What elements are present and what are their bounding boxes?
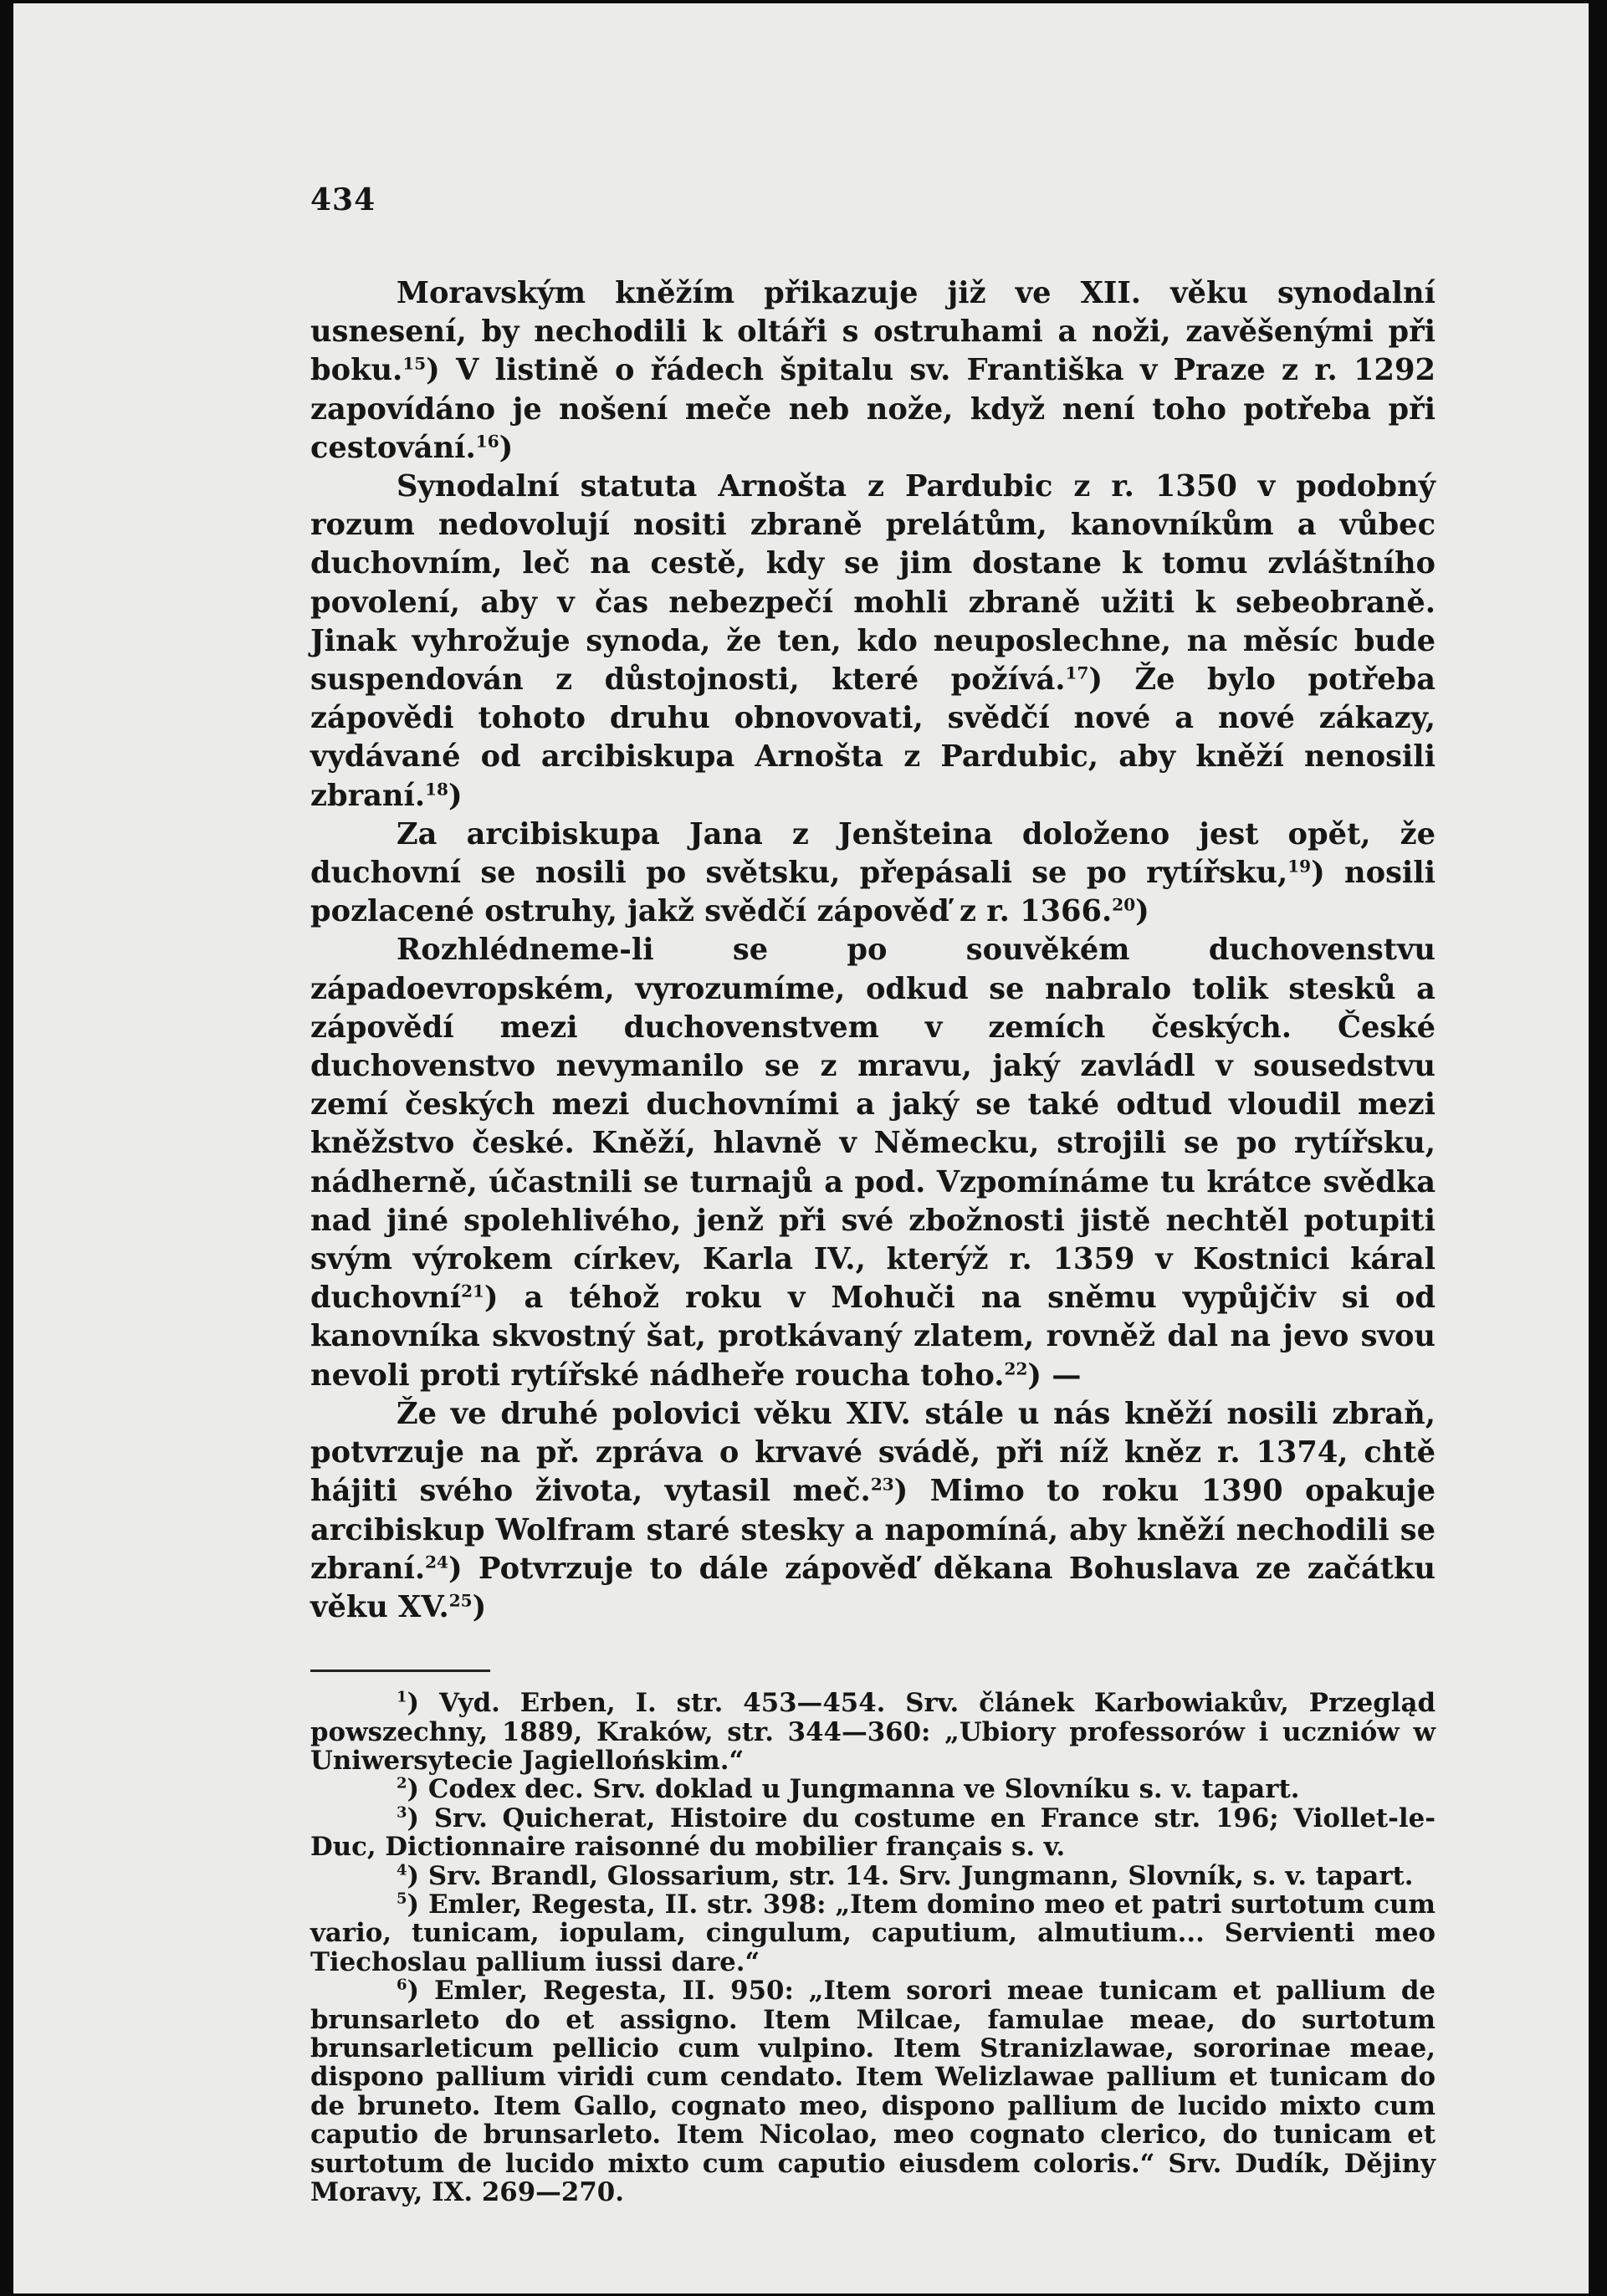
footnote-marker: 20 (1112, 894, 1136, 915)
footnote (310, 1862, 1436, 1890)
footnote (310, 1689, 1436, 1775)
paragraph (310, 1395, 1436, 1627)
footnote-marker: 6 (397, 1976, 407, 1994)
footnote-marker: 18 (425, 778, 448, 799)
footnote-marker: 1 (397, 1688, 407, 1706)
page-number: 434 (310, 182, 376, 217)
text-run: Moravským kněžím přikazuje již ve XII. věku synodalní usnesení, by nechodili k oltáři s ostruhami a noži, zavěšenými při boku. (310, 276, 1436, 388)
text-run: ) (448, 778, 463, 813)
text-run: Že ve druhé polovici věku XIV. stále u nás kněží nosili zbraň, potvrzuje na př. zpráva o krvavé svádě, při níž kněz r. 1374, chtě hájiti svého života, vytasil meč. (310, 1396, 1436, 1509)
paragraph (310, 274, 1436, 468)
footnote-marker: 22 (1004, 1358, 1028, 1378)
paragraph (310, 468, 1436, 816)
footnote-marker: 5 (397, 1889, 407, 1908)
text-run: ) V listině o řádech špitalu sv. Františka v Praze z r. 1292 zapovídáno je nošení meče neb nože, když není toho potřeba při cestování. (310, 353, 1436, 465)
footnote-marker: 4 (397, 1861, 407, 1879)
document-page (13, 3, 1589, 2293)
text-run: ) (499, 430, 514, 465)
page-content (310, 182, 1436, 2207)
text-run: Za arcibiskupa Jana z Jenšteina doloženo jest opět, že duchovní se nosili po světsku, přepásali se po rytířsku, (310, 816, 1436, 891)
footnote (310, 1890, 1436, 1976)
text-run: ) (472, 1589, 487, 1624)
text-run: ) Vyd. Erben, I. str. 453—454. Srv. článek Karbowiakův, Przegląd powszechny, 1889, Kraków, str. 344—360: „Ubiory professorów i uczniów w Uniwersytecie Jagiellońskim.“ (310, 1688, 1436, 1776)
text-run: ) Potvrzuje to dále zápověď děkana Bohuslava ze začátku věku XV. (310, 1551, 1436, 1624)
footnote-marker: 17 (1065, 662, 1089, 683)
text-run: ) Codex dec. Srv. doklad u Jungmanna ve Slovníku s. v. tapart. (407, 1774, 1300, 1805)
text-run: ) Srv. Brandl, Glossarium, str. 14. Srv. Jungmann, Slovník, s. v. tapart. (407, 1860, 1414, 1891)
footnote-marker: 21 (461, 1281, 484, 1301)
footnote (310, 1775, 1436, 1803)
text-run: ) (1135, 894, 1149, 929)
footnote-marker: 24 (425, 1551, 448, 1572)
footnotes (310, 1689, 1436, 2207)
footnote-marker: 19 (1287, 856, 1312, 877)
footnote-marker: 3 (397, 1803, 407, 1822)
footnote-marker: 2 (397, 1775, 407, 1793)
paragraph (310, 931, 1436, 1394)
footnote-marker: 15 (402, 353, 427, 374)
body-text (310, 274, 1436, 1627)
text-run: ) — (1027, 1358, 1082, 1393)
text-run: ) Emler, Regesta, II. 950: „Item sorori meae tunicam et pallium de brunsarleto do et assigno. Item Milcae, famulae meae, do surtotum brunsarleticum pellicio cum vulpino. Item Stranizlawae, sororinae meae, dispono pallium viridi cum cendato. Item Welizlawae pallium et tunicam do de bruneto. Item Gallo, cognato meo, dispono pallium de lucido mixto cum caputio de brunsarleto. Item Nicolao, meo cognato clerico, do tunicam et surtotum de lucido mixto cum caputio eiusdem coloris.“ Srv. Dudík, Dějiny Moravy, IX. 269—270. (310, 1976, 1436, 2208)
text-run: ) Srv. Quicherat, Histoire du costume en France str. 196; Viollet-le-Duc, Dictionnaire raisonné du mobilier français s. v. (310, 1803, 1436, 1863)
footnote (310, 1804, 1436, 1862)
text-run: ) nosili pozlacené ostruhy, jakž svědčí zápověď z r. 1366. (310, 856, 1436, 929)
text-run: ) a téhož roku v Mohuči na sněmu vypůjčiv si od kanovníka skvostný šat, protkávaný zlatem, rovněž dal na jevo svou nevoli proti rytířské nádheře roucha toho. (310, 1281, 1436, 1393)
footnote-separator (310, 1670, 490, 1672)
footnote-marker: 23 (870, 1474, 894, 1495)
paragraph (310, 816, 1436, 932)
footnote-marker: 16 (475, 431, 499, 452)
footnote-marker: 25 (448, 1590, 473, 1611)
text-run: ) Emler, Regesta, II. str. 398: „Item domino meo et patri surtotum cum vario, tunicam, iopulam, cingulum, caputium, almutium... Servienti meo Tiechoslau pallium iussi dare.“ (310, 1889, 1436, 1977)
text-run: ) Že bylo potřeba zápovědi tohoto druhu obnovovati, svědčí nové a nové zákazy, vydávané od arcibiskupa Arnošta z Pardubic, aby kněží nenosili zbraní. (310, 662, 1436, 813)
text-run: Synodalní statuta Arnošta z Pardubic z r. 1350 v podobný rozum nedovolují nositi zbraně prelátům, kanovníkům a vůbec duchovním, leč na cestě, kdy se jim dostane k tomu zvláštního povolení, aby v čas nebezpečí mohli zbraně užiti k sebeobraně. Jinak vyhrožuje synoda, že ten, kdo neuposlechne, na měsíc bude suspendován z důstojnosti, které požívá. (310, 469, 1436, 698)
text-run: ) Mimo to roku 1390 opakuje arcibiskup Wolfram staré stesky a napomíná, aby kněží nechodili se zbraní. (310, 1474, 1436, 1586)
text-run: Rozhlédneme-li se po souvěkém duchovenstvu západoevropském, vyrozumíme, odkud se nabralo tolik stesků a zápovědí mezi duchovenstvem v zemích českých. České duchovenstvo nevymanilo se z mravu, jaký zavládl v sousedstvu zemí českých mezi duchovními a jaký se také odtud vloudil mezi kněžstvo české. Kněží, hlavně v Německu, strojili se po rytířsku, nádherně, účastnili se turnajů a pod. Vzpomínáme tu krátce svědka nad jiné spolehlivého, jenž při své zbožnosti jistě nechtěl potupiti svým výrokem církev, Karla IV., kterýž r. 1359 v Kostnici káral duchovní (310, 933, 1436, 1316)
footnote (310, 1976, 1436, 2207)
